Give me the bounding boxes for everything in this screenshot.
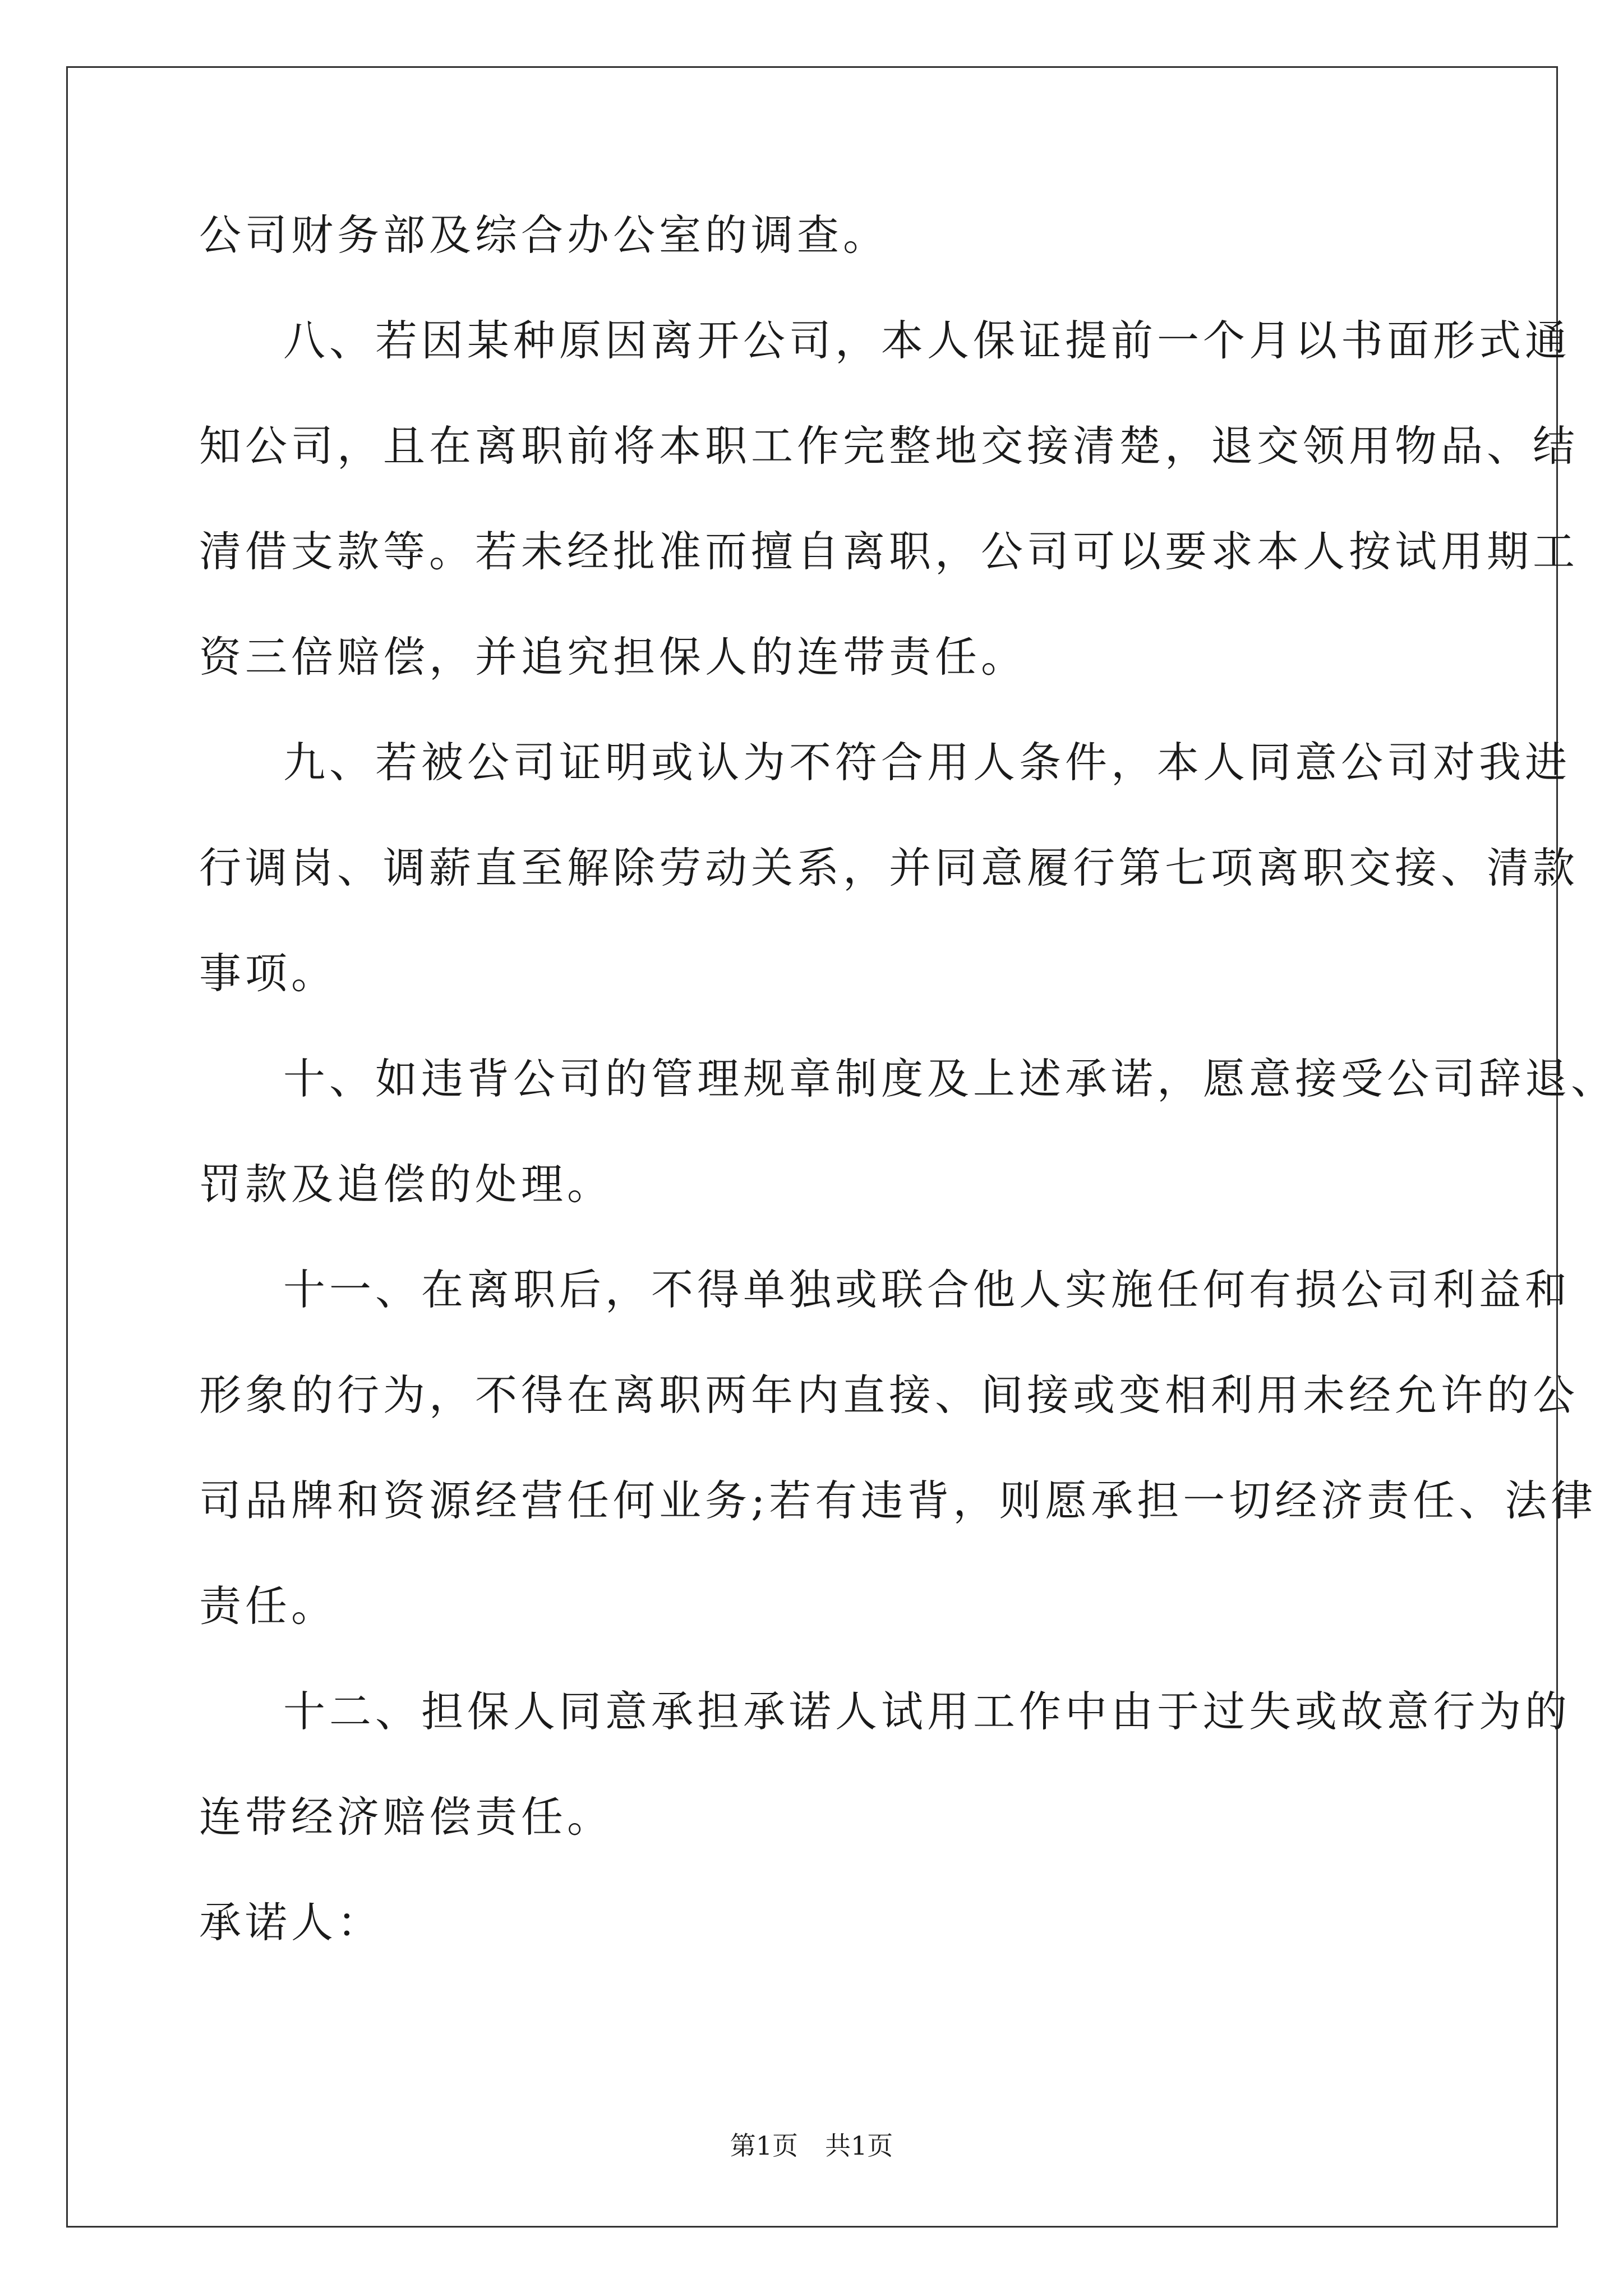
text-line: 十一、在离职后，不得单独或联合他人实施任何有损公司利益和 [283, 1265, 1571, 1314]
text-line: 清借支款等。若未经批准而擅自离职，公司可以要求本人按试用期工 [199, 527, 1579, 576]
text-line: 形象的行为，不得在离职两年内直接、间接或变相利用未经允许的公 [199, 1370, 1579, 1420]
text-line: 资三倍赔偿，并追究担保人的连带责任。 [199, 632, 1027, 682]
text-line: 知公司，且在离职前将本职工作完整地交接清楚，退交领用物品、结 [199, 421, 1579, 471]
text-line: 行调岗、调薪直至解除劳动关系，并同意履行第七项离职交接、清款 [199, 843, 1579, 892]
signature-label: 承诺人： [199, 1898, 384, 1947]
text-line: 公司财务部及综合办公室的调查。 [199, 210, 889, 260]
text-line: 司品牌和资源经营任何业务;若有违背，则愿承担一切经济责任、法律 [199, 1476, 1597, 1525]
text-line: 九、若被公司证明或认为不符合用人条件，本人同意公司对我进 [283, 738, 1571, 787]
text-line: 罚款及追偿的处理。 [199, 1159, 614, 1209]
page-number-current: 第1页 [730, 2131, 798, 2161]
text-line: 事项。 [199, 949, 338, 998]
page-footer [0, 2129, 1623, 2162]
text-line: 十二、担保人同意承担承诺人试用工作中由于过失或故意行为的 [283, 1687, 1571, 1736]
page-number-total: 共1页 [825, 2131, 893, 2161]
text-line: 十、如违背公司的管理规章制度及上述承诺，愿意接受公司辞退、 [283, 1054, 1617, 1103]
text-line: 责任。 [199, 1581, 338, 1631]
document-body [199, 209, 1617, 2001]
text-line: 连带经济赔偿责任。 [199, 1792, 614, 1842]
text-line: 八、若因某种原因离开公司，本人保证提前一个月以书面形式通 [283, 316, 1571, 365]
